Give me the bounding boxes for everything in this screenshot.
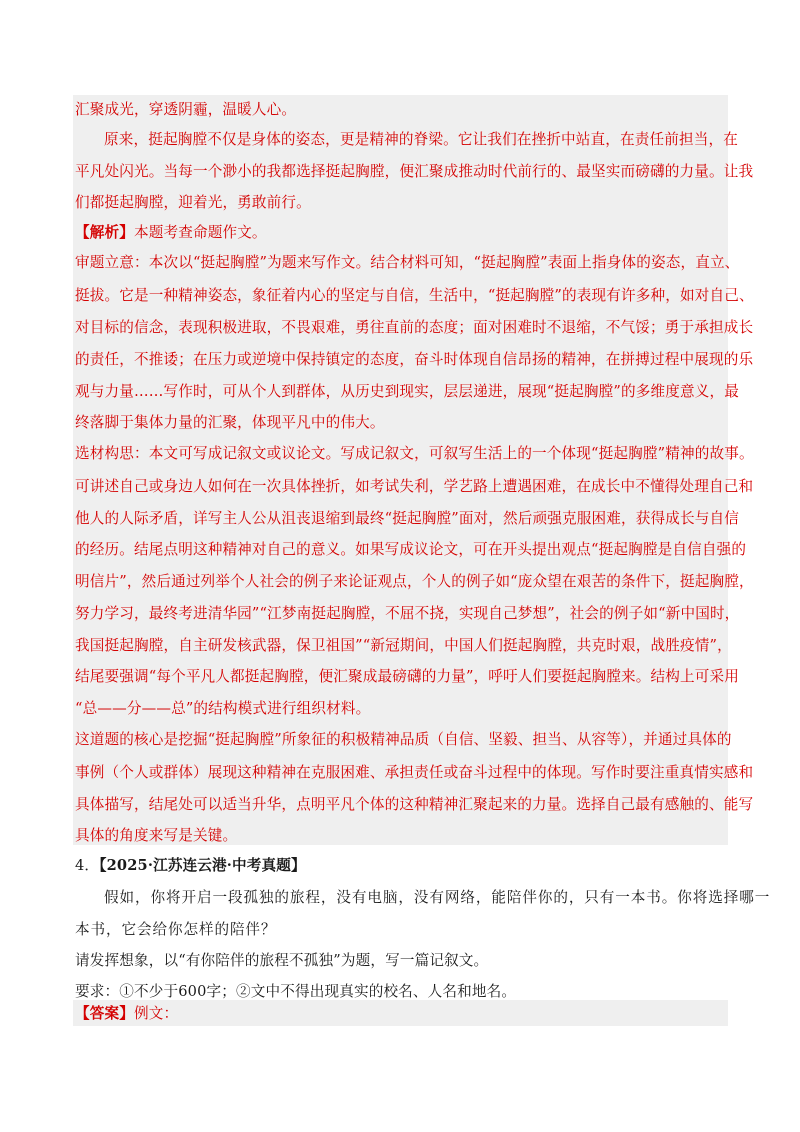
- analysis-material-line: 选材构思：本文可写成记叙文或议论文。写成记叙文，可叙写生活上的一个体现“挺起胸膛”精神的故事。: [75, 445, 754, 462]
- essay-line: 们都挺起胸膛，迎着光，勇敢前行。: [75, 194, 311, 211]
- essay-line: 汇聚成光，穿透阴霾，温暖人心。: [75, 101, 297, 118]
- analysis-tag: 【解析】: [75, 224, 134, 241]
- analysis-material-line: 努力学习，最终考进清华园”“江梦南挺起胸膛，不屈不挠，实现自己梦想”，社会的例子如“新中国时，: [75, 605, 740, 622]
- question-task: 请发挥想象，以“有你陪伴的旅程不孤独”为题，写一篇记叙文。: [75, 952, 489, 969]
- analysis-material-line: 结尾要强调“每个平凡人都挺起胸膛，便汇聚成最磅礴的力量”，呼吁人们要挺起胸膛来。结构上可采用: [75, 668, 739, 685]
- analysis-material-line: 的经历。结尾点明这种精神对自己的意义。如果写成议论文，可在开头提出观点“挺起胸膛是自信自强的: [75, 541, 747, 558]
- question-requirements: 要求：①不少于600字；②文中不得出现真实的校名、人名和地名。: [75, 983, 517, 1000]
- question-number: 4．: [75, 857, 100, 874]
- analysis-topic-line: 对目标的信念，表现积极进取，不畏艰难，勇往直前的态度；面对困难时不退缩，不气馁；勇于承担成长: [75, 319, 754, 336]
- question-prompt-line: 假如，你将开启一段孤独的旅程，没有电脑，没有网络，能陪伴你的，只有一本书。你将选择哪一: [104, 889, 771, 906]
- analysis-topic-line: 挺拔。它是一种精神姿态，象征着内心的坚定与自信，生活中，“挺起胸膛”的表现有许多种，如对自己、: [75, 287, 754, 304]
- question-header: [75, 856, 730, 876]
- analysis-material-line: 可讲述自己或身边人如何在一次具体挫折，如考试失利，学艺路上遭遇困难，在成长中不懂得处理自己和: [75, 478, 754, 495]
- analysis-heading-text: 本题考查命题作文。: [133, 224, 267, 241]
- analysis-material-line: 我国挺起胸膛，自主研发核武器，保卫祖国”“新冠期间，中国人们挺起胸膛，共克时艰，战胜疫情”，: [75, 637, 732, 654]
- question-source: 【2025·江苏连云港·中考真题】: [99, 857, 306, 874]
- analysis-core-line: 这道题的核心是挖掘“挺起胸膛”所象征的积极精神品质（自信、坚毅、担当、从容等），并通过具体的: [75, 731, 732, 748]
- essay-line: 原来，挺起胸膛不仅是身体的姿态，更是精神的脊梁。它让我们在挫折中站直，在责任前担当，在: [104, 131, 738, 148]
- analysis-core-line: 具体描写，结尾处可以适当升华，点明平凡个体的这种精神汇聚起来的力量。选择自己最有感触的、能写: [75, 796, 754, 813]
- answer-text: 例文：: [133, 1005, 179, 1022]
- analysis-material-line: “总——分——总”的结构模式进行组织材料。: [75, 700, 371, 717]
- analysis-heading: [75, 223, 730, 243]
- analysis-core-line: 事例（个人或群体）展现这种精神在克服困难、承担责任或奋斗过程中的体现。写作时要注重真情实感和: [75, 764, 754, 781]
- analysis-topic-line: 终落脚于集体力量的汇聚，体现平凡中的伟大。: [75, 414, 385, 431]
- analysis-topic-line: 审题立意：本次以“挺起胸膛”为题来写作文。结合材料可知，“挺起胸膛”表面上指身体的姿态，直立、: [75, 254, 740, 271]
- essay-line: 平凡处闪光。当每一个渺小的我都选择挺起胸膛，便汇聚成推动时代前行的、最坚实而磅礴的力量。让我: [75, 163, 754, 180]
- analysis-material-line: 他人的人际矛盾，详写主人公从沮丧退缩到最终“挺起胸膛”面对，然后顽强克服困难，获得成长与自信: [75, 510, 739, 527]
- analysis-material-line: 明信片”，然后通过列举个人社会的例子来论证观点，个人的例子如“庞众望在艰苦的条件下，挺起胸膛，: [75, 573, 754, 590]
- analysis-core-line: 具体的角度来写是关键。: [75, 827, 238, 844]
- analysis-topic-line: 观与力量……写作时，可从个人到群体，从历史到现实，层层递进，展现“挺起胸膛”的多维度意义，最: [75, 383, 739, 400]
- analysis-topic-line: 的责任，不推诿；在压力或逆境中保持镇定的态度，奋斗时体现自信昂扬的精神，在拼搏过程中展现的乐: [75, 351, 754, 368]
- question-prompt-line: 本书，它会给你怎样的陪伴？: [75, 921, 277, 938]
- answer-label: [75, 1004, 730, 1024]
- answer-tag: 【答案】: [75, 1005, 134, 1022]
